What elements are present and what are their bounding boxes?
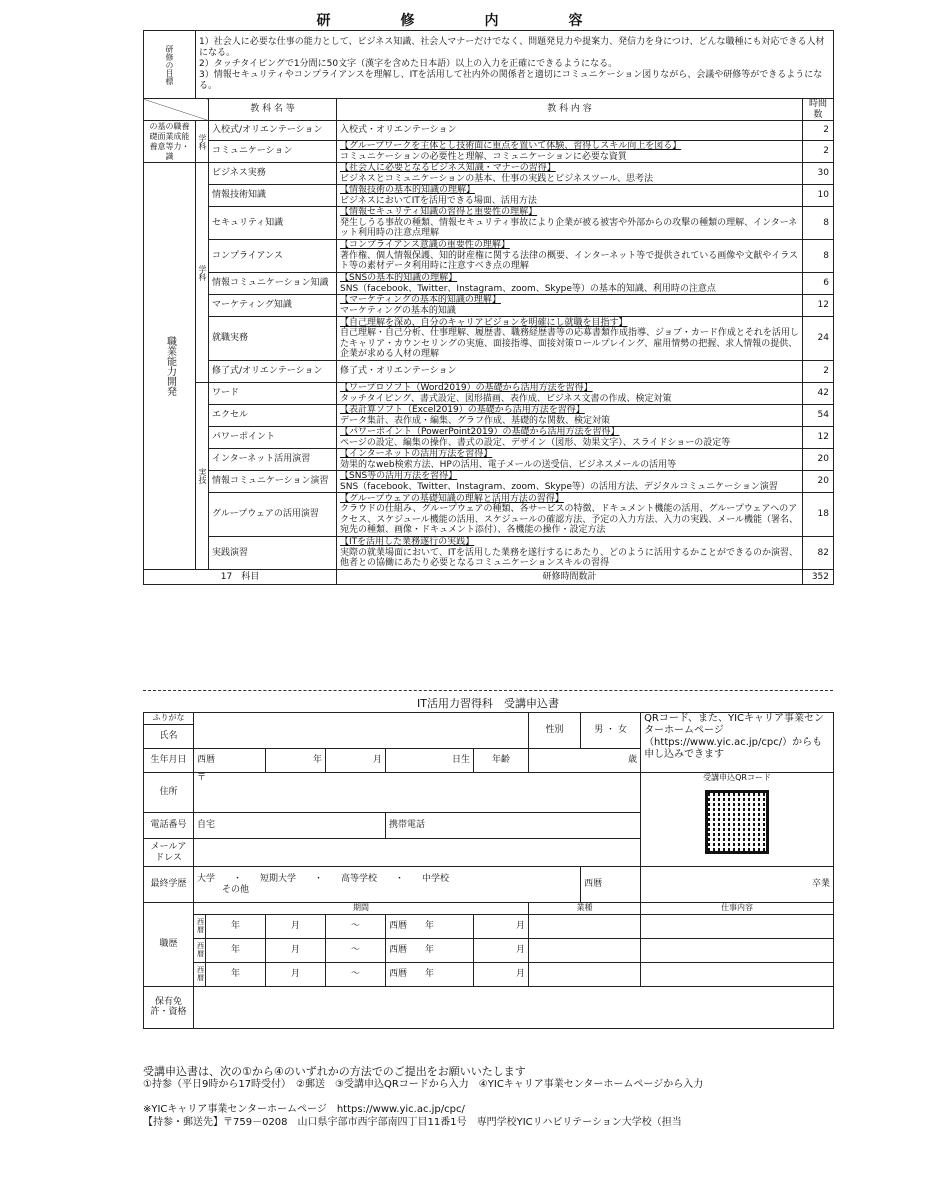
subject-row bbox=[144, 273, 834, 295]
subject-content bbox=[337, 273, 803, 295]
subject-detail: 自己理解・自己分析、仕事理解、履歴書、職務経歴書等の応募書類作成指導、ジョブ・カード作成とそれを活用したキャリア・カウンセリングの実施、面接指導、面接対策ロールプレイング、雇用情勢の把握、求人情報の提供、企業が求める人材の理解 bbox=[340, 328, 799, 359]
subject-name: セキュリティ知識 bbox=[209, 207, 337, 240]
subject-row bbox=[144, 141, 834, 163]
career-year: 年 bbox=[206, 962, 266, 986]
career-end-year: 年 bbox=[425, 944, 435, 955]
industry-header: 業種 bbox=[529, 903, 641, 915]
subject-name: グループウェアの活用演習 bbox=[209, 493, 337, 537]
header-content: 教 科 内 容 bbox=[337, 99, 803, 121]
goals-row bbox=[144, 31, 834, 99]
subject-detail: 発生しうる事故の種類、情報セキュリティ事故により企業が被る被害や外部からの攻撃の種類の理解、インターネット利用時の注意点理解 bbox=[340, 217, 798, 239]
career-year: 年 bbox=[206, 938, 266, 962]
group-career: 職業能力開発 bbox=[144, 163, 196, 570]
subject-content bbox=[337, 141, 803, 163]
career-job[interactable] bbox=[641, 962, 834, 986]
home-phone-field[interactable]: 自宅 bbox=[194, 813, 386, 839]
goal-2: 2）タッチタイピングで1分間に50文字（漢字を含めた日本語）以上の入力を正確にできるようになる。 bbox=[199, 59, 618, 69]
goal-3: 3）情報セキュリティやコンプライアンスを理解し、ITを活用して社内外の関係者と適切にコミュニケーション図りながら、会議や研修等ができるようになる。 bbox=[199, 70, 823, 91]
subject-hours: 8 bbox=[803, 207, 834, 240]
birth-year[interactable]: 年 bbox=[266, 749, 326, 773]
subject-content bbox=[337, 295, 803, 317]
application-form bbox=[143, 712, 834, 1029]
subject-detail: コミュニケーションの必要性と理解、コミュニケーションに必要な資質 bbox=[340, 151, 627, 162]
subject-content bbox=[337, 537, 803, 570]
name-field[interactable] bbox=[194, 713, 529, 749]
period-header: 期間 bbox=[194, 903, 529, 915]
subject-name: コミュニケーション bbox=[209, 141, 337, 163]
career-end-month: 月 bbox=[474, 962, 529, 986]
subject-hours: 10 bbox=[803, 185, 834, 207]
career-end bbox=[386, 914, 474, 938]
career-industry[interactable] bbox=[529, 938, 641, 962]
subject-row bbox=[144, 163, 834, 185]
subject-topic: 【コンプライアンス意識の重要性の理解】 bbox=[340, 240, 510, 251]
subject-content bbox=[337, 185, 803, 207]
header-hours: 時間数 bbox=[803, 99, 834, 121]
subject-content bbox=[337, 121, 803, 141]
subject-hours: 2 bbox=[803, 121, 834, 141]
subject-detail: SNS（facebook、Twitter、Instagram、zoom、Skype等）の基本的知識、利用時の注意点 bbox=[340, 283, 716, 294]
subject-topic: 【インターネットの活用方法を習得】 bbox=[340, 449, 493, 459]
subject-topic: 【情報技術の基本的知識の理解】 bbox=[340, 185, 476, 195]
subject-detail: 入校式・オリエンテーション bbox=[340, 125, 457, 136]
sub-jitsugi: 実技 bbox=[196, 383, 209, 570]
subject-name: マーケティング知識 bbox=[209, 295, 337, 317]
sub-gakka-2: 学科 bbox=[196, 163, 209, 383]
subject-name: エクセル bbox=[209, 405, 337, 427]
page-title: 研 修 内 容 bbox=[316, 13, 611, 29]
birth-label: 生年月日 bbox=[144, 749, 194, 773]
qr-label: 受講申込QRコード bbox=[703, 773, 771, 782]
subject-row bbox=[144, 207, 834, 240]
qr-code-icon[interactable] bbox=[705, 790, 769, 854]
subject-content bbox=[337, 427, 803, 449]
subject-content bbox=[337, 449, 803, 471]
subject-hours: 24 bbox=[803, 317, 834, 361]
total-count: 17 科目 bbox=[144, 570, 337, 585]
subject-hours: 8 bbox=[803, 240, 834, 273]
career-era: 西暦 bbox=[194, 914, 206, 938]
grad-era: 西暦 bbox=[581, 867, 641, 903]
cut-line bbox=[143, 690, 833, 691]
subject-detail: ビジネスとコミュニケーションの基本、仕事の実践とビジネスツール、思考法 bbox=[340, 173, 654, 184]
total-row bbox=[144, 570, 834, 585]
mail-label: メールアドレス bbox=[144, 839, 194, 867]
subject-name: 修了式/オリエンテーション bbox=[209, 361, 337, 383]
group-basic: の基の職養礎面業成能養意等力・識 bbox=[144, 121, 196, 163]
application-title: IT活用力習得科 受講申込書 bbox=[417, 697, 559, 710]
subject-row bbox=[144, 361, 834, 383]
subject-hours: 2 bbox=[803, 141, 834, 163]
footer-instruction: 受講申込書は、次の①から④のいずれかの方法でのご提出をお願いいたします bbox=[143, 1065, 526, 1078]
name-label: 氏名 bbox=[144, 725, 194, 749]
subject-hours: 82 bbox=[803, 537, 834, 570]
edu-label: 最終学歴 bbox=[144, 867, 194, 903]
subject-row bbox=[144, 295, 834, 317]
grad-field[interactable]: 卒業 bbox=[641, 867, 834, 903]
subject-name: パワーポイント bbox=[209, 427, 337, 449]
subject-hours: 12 bbox=[803, 427, 834, 449]
subject-content bbox=[337, 471, 803, 493]
birth-month[interactable]: 月 bbox=[326, 749, 386, 773]
subject-row bbox=[144, 405, 834, 427]
subject-name: ビジネス実務 bbox=[209, 163, 337, 185]
subject-detail: SNS（facebook、Twitter、Instagram、zoom、Skype等）の活用方法、デジタルコミュニケーション演習 bbox=[340, 481, 778, 492]
gender-options[interactable]: 男 ・ 女 bbox=[581, 713, 641, 749]
total-label: 研修時間数計 bbox=[337, 570, 803, 585]
age-field[interactable]: 歳 bbox=[529, 749, 641, 773]
subject-topic: 【SNSの基本的知識の理解】 bbox=[340, 273, 458, 283]
subject-hours: 6 bbox=[803, 273, 834, 295]
footer-methods: ①持参（平日9時から17時受付） ②郵送 ③受講申込QRコードから入力 ④YICキャリア事業センターホームページから入力 bbox=[143, 1079, 704, 1090]
career-row[interactable] bbox=[144, 914, 834, 938]
career-end-month: 月 bbox=[474, 938, 529, 962]
subject-row bbox=[144, 427, 834, 449]
subject-name: 情報技術知識 bbox=[209, 185, 337, 207]
furigana-label: ふりがな bbox=[144, 713, 194, 725]
subject-row bbox=[144, 185, 834, 207]
birth-era: 西暦 bbox=[194, 749, 266, 773]
subject-detail: クラウドの仕組み、グループウェアの種類、各サービスの特徴、ドキュメント機能の活用、グループウェアへのアクセス、スケジュール機能の活用、スケジュールの確認方法、予定の入力方法、入力の実践、メール機能（署名、宛先の種類、画像・ドキュメント添付）、各機能の操作・設定方法 bbox=[340, 504, 799, 535]
career-end-year: 年 bbox=[425, 968, 435, 979]
goal-label: 研修の目標 bbox=[144, 31, 196, 99]
subject-name: コンプライアンス bbox=[209, 240, 337, 273]
subject-hours: 30 bbox=[803, 163, 834, 185]
subject-detail: 著作権、個人情報保護、知的財産権に関する法律の概要、インターネット等で提供されている画像や文献やイラスト等の素材データ利用時に注意すべき点の理解 bbox=[340, 250, 798, 272]
career-row[interactable] bbox=[144, 962, 834, 986]
subject-detail: ビジネスにおいてITを活用できる場面、活用方法 bbox=[340, 195, 537, 206]
subject-detail: 実際の就業場面において、ITを活用した業務を遂行するにあたり、どのように活用するかことができるのか演習、他者との協働にあたり必要となるコミュニケーションスキルの習得 bbox=[340, 547, 798, 569]
license-label: 保有免許・資格 bbox=[144, 986, 194, 1028]
edu-options[interactable] bbox=[194, 867, 581, 903]
subject-hours: 12 bbox=[803, 295, 834, 317]
subject-hours: 18 bbox=[803, 493, 834, 537]
address-field[interactable]: 〒 bbox=[194, 773, 641, 813]
subject-topic: 【社会人に必要となるビジネス知識・マナーの習得】 bbox=[340, 163, 556, 173]
gender-label: 性別 bbox=[529, 713, 581, 749]
subject-topic: 【パワーポイント（PowerPoint2019）の基礎から活用方法を習得】 bbox=[340, 427, 620, 437]
qr-box bbox=[641, 773, 834, 867]
subject-detail: ページの設定、編集の操作、書式の設定、デザイン（図形、効果文字）、スライドショーの設定等 bbox=[340, 437, 731, 448]
age-label: 年齢 bbox=[474, 749, 529, 773]
header-subject: 教 科 名 等 bbox=[209, 99, 337, 121]
mobile-phone-field[interactable]: 携帯電話 bbox=[386, 813, 641, 839]
career-label: 職歴 bbox=[144, 903, 194, 987]
goal-1: 1）社会人に必要な仕事の能力として、ビジネス知識、社会人マナーだけでなく、問題発見力や提案力、発信力を身につけ、どんな職種にも対応できる人材になる。 bbox=[199, 37, 825, 58]
subject-topic: 【自己理解を深め、自分のキャリアビジョンを明確にし就職を目指す】 bbox=[340, 317, 628, 328]
subject-detail: データ集計、表作成・編集、グラフ作成、基礎的な関数、検定対策 bbox=[340, 415, 611, 426]
subject-row bbox=[144, 317, 834, 361]
subject-content bbox=[337, 493, 803, 537]
career-job[interactable] bbox=[641, 914, 834, 938]
sub-gakka-1: 学科 bbox=[196, 121, 209, 163]
subject-hours: 2 bbox=[803, 361, 834, 383]
career-end-month: 月 bbox=[474, 914, 529, 938]
subject-row bbox=[144, 537, 834, 570]
subject-row bbox=[144, 493, 834, 537]
subject-name: 情報コミュニケーション知識 bbox=[209, 273, 337, 295]
subject-content bbox=[337, 405, 803, 427]
subject-name: 情報コミュニケーション演習 bbox=[209, 471, 337, 493]
subject-hours: 42 bbox=[803, 383, 834, 405]
total-hours: 352 bbox=[803, 570, 834, 585]
career-row[interactable] bbox=[144, 938, 834, 962]
qr-note: QRコード、また、YICキャリア事業センターホームページ（https://www.yic.ac.jp/cpc/）からも申し込みできます bbox=[641, 713, 834, 773]
subject-topic: 【SNS等の活用方法を習得】 bbox=[340, 471, 458, 481]
career-end-era: 西暦 bbox=[389, 944, 408, 955]
subject-topic: 【マーケティングの基本的知識の理解】 bbox=[340, 295, 501, 305]
subject-content bbox=[337, 317, 803, 361]
subject-row bbox=[144, 240, 834, 273]
career-end-era: 西暦 bbox=[389, 920, 408, 931]
career-month: 月 bbox=[266, 962, 326, 986]
subject-content bbox=[337, 383, 803, 405]
mail-field[interactable] bbox=[194, 839, 641, 867]
subject-row bbox=[144, 449, 834, 471]
subject-hours: 20 bbox=[803, 449, 834, 471]
career-industry[interactable] bbox=[529, 914, 641, 938]
subject-content bbox=[337, 240, 803, 273]
subject-name: ワード bbox=[209, 383, 337, 405]
subject-row bbox=[144, 121, 834, 141]
career-tilde: ～ bbox=[326, 914, 386, 938]
career-industry[interactable] bbox=[529, 962, 641, 986]
goals-text bbox=[196, 31, 834, 99]
career-end-era: 西暦 bbox=[389, 968, 408, 979]
career-era: 西暦 bbox=[194, 962, 206, 986]
career-end bbox=[386, 938, 474, 962]
subject-topic: 【グループワークを主体とし技術面に重点を置いて体験、習得しスキル向上を図る】 bbox=[340, 141, 682, 151]
subject-detail: 効果的なweb検索方法、HPの活用、電子メールの送受信、ビジネスメールの活用等 bbox=[340, 459, 677, 470]
subject-content bbox=[337, 207, 803, 240]
subject-hours: 20 bbox=[803, 471, 834, 493]
footer-address: 【持参・郵送先】〒759－0208 山口県宇部市西宇部南四丁目11番1号 専門学校YICリハビリテーション大学校（担当 bbox=[143, 1117, 682, 1128]
career-end-year: 年 bbox=[425, 920, 435, 931]
career-tilde: ～ bbox=[326, 962, 386, 986]
edu-choices: 大学 ・ 短期大学 ・ 高等学校 ・ 中学校 bbox=[197, 874, 450, 884]
job-header: 仕事内容 bbox=[641, 903, 834, 915]
subject-name: インターネット活用演習 bbox=[209, 449, 337, 471]
career-month: 月 bbox=[266, 938, 326, 962]
subject-topic: 【ITを活用した業務遂行の実践】 bbox=[340, 537, 475, 548]
birth-day[interactable]: 日生 bbox=[386, 749, 474, 773]
license-field[interactable] bbox=[194, 986, 834, 1028]
header-row bbox=[144, 99, 834, 121]
subject-detail: 修了式・オリエンテーション bbox=[340, 366, 457, 377]
subject-name: 就職実務 bbox=[209, 317, 337, 361]
subject-topic: 【情報セキュリティ知識の習得と重要性の理解】 bbox=[340, 207, 538, 218]
subject-detail: タッチタイピング、書式設定、図形描画、表作成、ビジネス文書の作成、検定対策 bbox=[340, 393, 672, 404]
subject-row bbox=[144, 383, 834, 405]
address-label: 住所 bbox=[144, 773, 194, 813]
subject-topic: 【ワープロソフト（Word2019）の基礎から活用方法を習得】 bbox=[340, 383, 593, 393]
edu-other: その他 bbox=[222, 884, 250, 895]
career-year: 年 bbox=[206, 914, 266, 938]
career-job[interactable] bbox=[641, 938, 834, 962]
subject-hours: 54 bbox=[803, 405, 834, 427]
subject-detail: マーケティングの基本的知識 bbox=[340, 305, 456, 316]
header-corner bbox=[144, 99, 209, 121]
curriculum-table bbox=[143, 30, 834, 585]
subject-row bbox=[144, 471, 834, 493]
phone-label: 電話番号 bbox=[144, 813, 194, 839]
footer-homepage: ※YICキャリア事業センターホームページ https://www.yic.ac.jp/cpc/ bbox=[143, 1104, 465, 1115]
subject-content bbox=[337, 163, 803, 185]
subject-name: 実践演習 bbox=[209, 537, 337, 570]
subject-name: 入校式/オリエンテーション bbox=[209, 121, 337, 141]
career-era: 西暦 bbox=[194, 938, 206, 962]
career-end bbox=[386, 962, 474, 986]
subject-content bbox=[337, 361, 803, 383]
subject-topic: 【表計算ソフト（Excel2019）の基礎から活用方法を習得】 bbox=[340, 405, 585, 415]
career-month: 月 bbox=[266, 914, 326, 938]
career-tilde: ～ bbox=[326, 938, 386, 962]
subject-topic: 【グループウェアの基礎知識の理解と活用方法の習得】 bbox=[340, 493, 564, 504]
